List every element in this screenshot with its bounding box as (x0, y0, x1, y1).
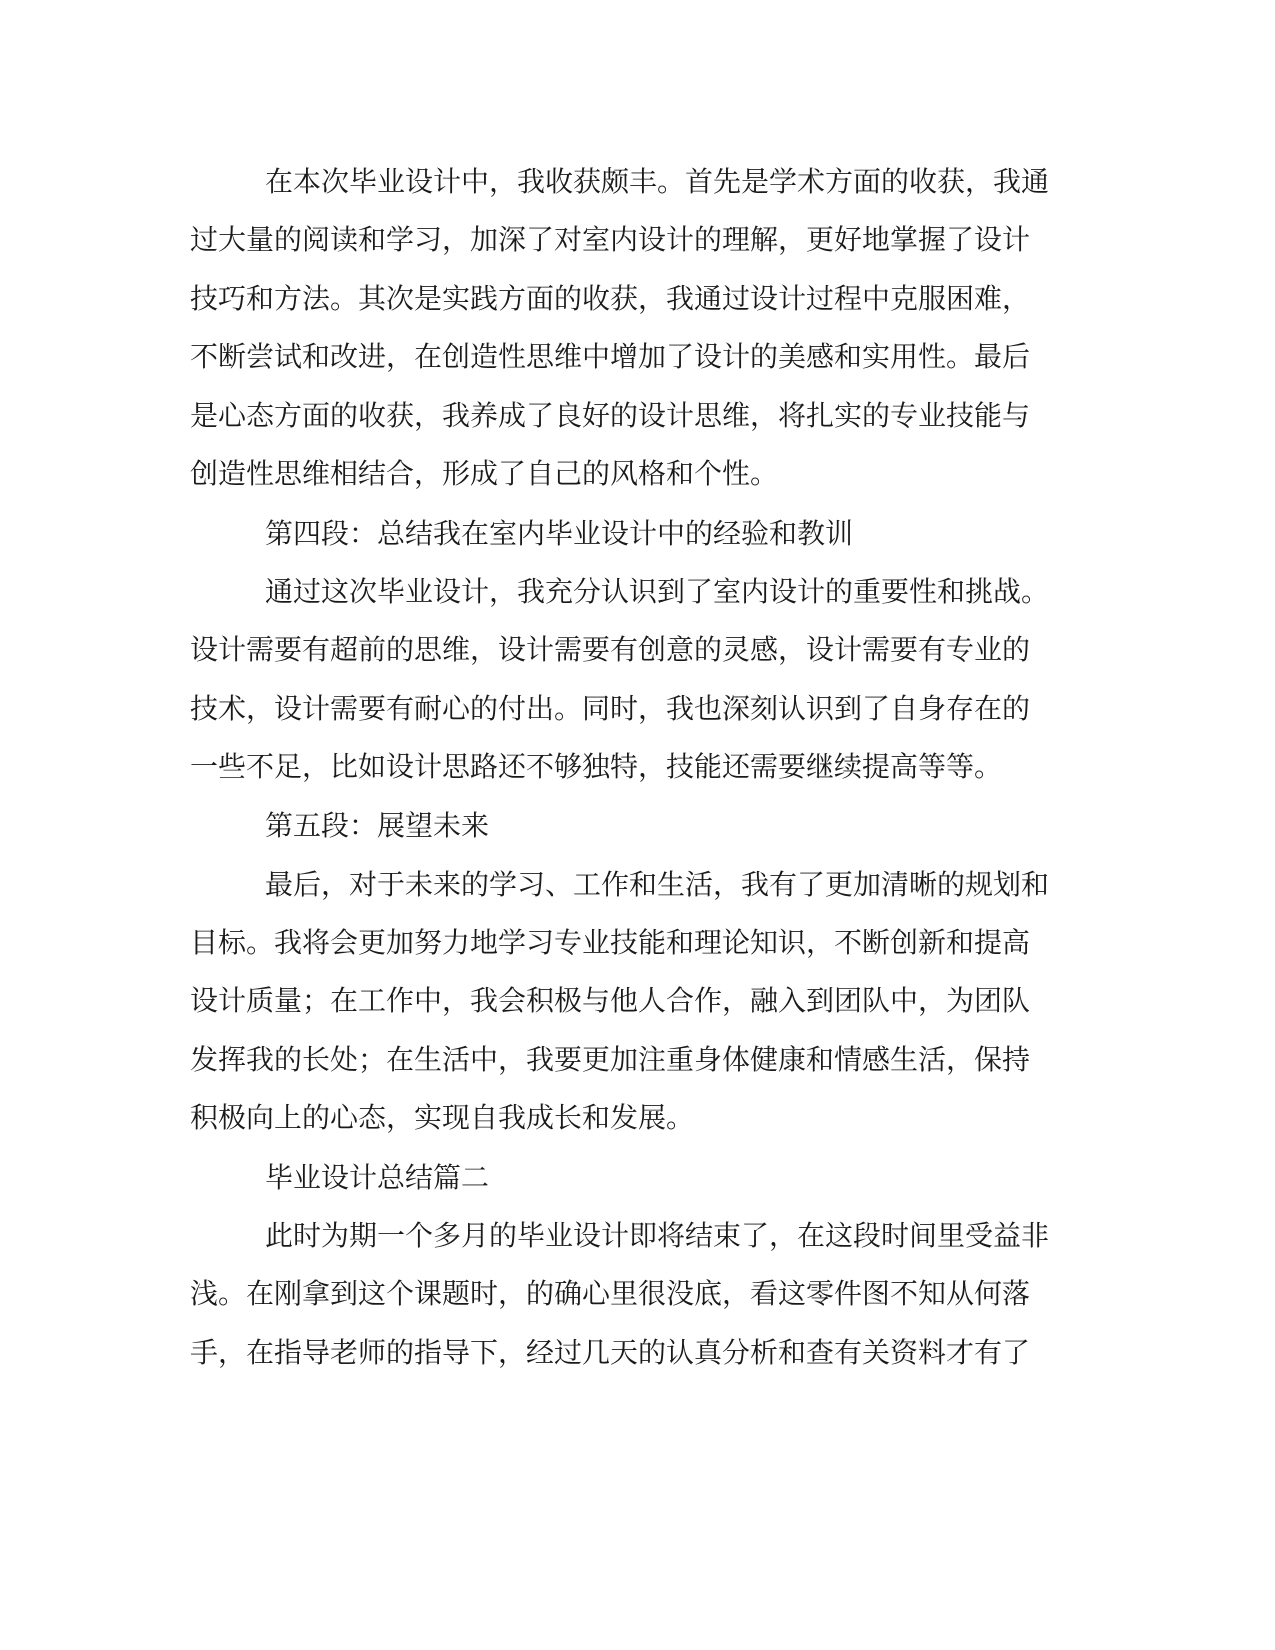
section-heading: 第五段：展望未来 (265, 809, 490, 842)
paragraph-line: 是心态方面的收获，我养成了良好的设计思维，将扎实的专业技能与 (190, 399, 1031, 432)
paragraph-line: 过大量的阅读和学习，加深了对室内设计的理解，更好地掌握了设计 (190, 223, 1031, 256)
paragraph-line: 在本次毕业设计中，我收获颇丰。首先是学术方面的收获，我通 (265, 165, 1050, 198)
paragraph-line: 技术，设计需要有耐心的付出。同时，我也深刻认识到了自身存在的 (190, 692, 1031, 725)
paragraph-line: 设计需要有超前的思维，设计需要有创意的灵感，设计需要有专业的 (190, 633, 1031, 666)
paragraph-line: 发挥我的长处；在生活中，我要更加注重身体健康和情感生活，保持 (190, 1043, 1031, 1076)
section-heading: 毕业设计总结篇二 (265, 1161, 490, 1194)
paragraph-line: 此时为期一个多月的毕业设计即将结束了，在这段时间里受益非 (265, 1219, 1050, 1252)
paragraph-line: 技巧和方法。其次是实践方面的收获，我通过设计过程中克服困难， (190, 282, 1031, 315)
paragraph-line: 最后，对于未来的学习、工作和生活，我有了更加清晰的规划和 (265, 868, 1050, 901)
paragraph-line: 设计质量；在工作中，我会积极与他人合作，融入到团队中，为团队 (190, 984, 1031, 1017)
paragraph-line: 手，在指导老师的指导下，经过几天的认真分析和查有关资料才有了 (190, 1336, 1031, 1369)
section-heading: 第四段：总结我在室内毕业设计中的经验和教训 (265, 517, 854, 550)
paragraph-line: 创造性思维相结合，形成了自己的风格和个性。 (190, 457, 779, 490)
paragraph-line: 不断尝试和改进，在创造性思维中增加了设计的美感和实用性。最后 (190, 340, 1031, 373)
paragraph-line: 一些不足，比如设计思路还不够独特，技能还需要继续提高等等。 (190, 750, 1003, 783)
paragraph-line: 通过这次毕业设计，我充分认识到了室内设计的重要性和挑战。 (265, 575, 1050, 608)
paragraph-line: 浅。在刚拿到这个课题时，的确心里很没底，看这零件图不知从何落 (190, 1277, 1031, 1310)
paragraph-line: 积极向上的心态，实现自我成长和发展。 (190, 1101, 695, 1134)
paragraph-line: 目标。我将会更加努力地学习专业技能和理论知识，不断创新和提高 (190, 926, 1031, 959)
